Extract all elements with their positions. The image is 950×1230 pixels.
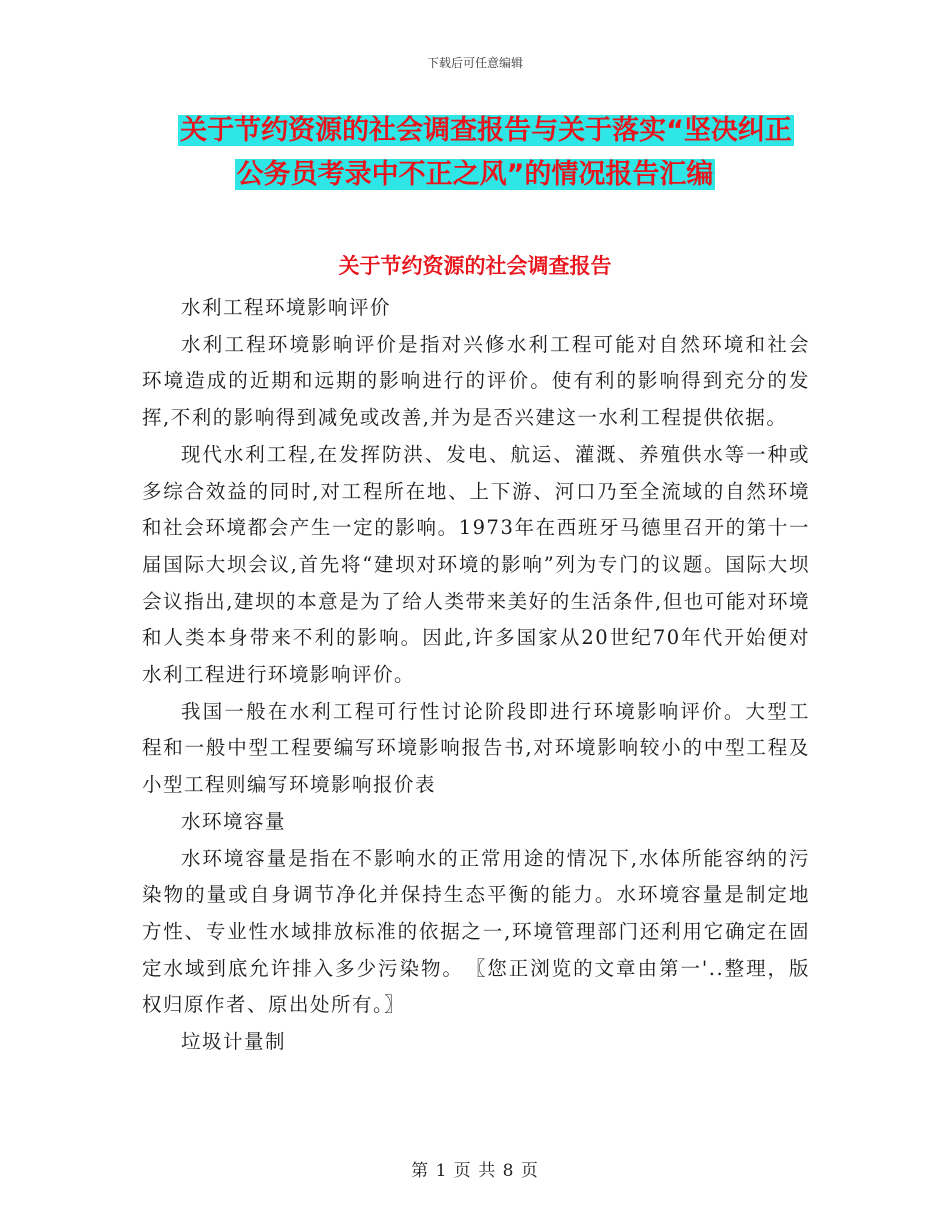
page-header-note: 下载后可任意编辑 [426, 56, 523, 70]
paragraph: 水利工程环境影晌评价是指对兴修水利工程可能对自然环境和社会环境造成的近期和远期的影响进行的评价。使有利的影响得到充分的发挥,不利的影响得到减免或改善,并为是否兴建这一水利工程提供依据。 [142, 332, 810, 430]
page-number-footer: 第 1 页 共 8 页 [411, 1161, 539, 1181]
paragraph: 水环境容量 [181, 809, 287, 833]
paragraph: 垃圾计量制 [181, 1030, 287, 1054]
document-title-line-1 [0, 114, 950, 148]
section-title: 关于节约资源的社会调查报告 [338, 254, 612, 278]
paragraph: 水利工程环境影响评价 [181, 296, 392, 319]
document-title-line-2 [0, 158, 950, 192]
title-highlight-2: 公务员考录中不正之风”的情况报告汇编 [236, 159, 714, 190]
paragraph: 现代水利工程,在发挥防洪、发电、航运、灌溉、养殖供水等一种或多综合效益的同时,对工程所在地、上下游、河口乃至全流域的自然环境和社会环境都会产生一定的影响。1973年在西班牙马德里召开的第十一届国际大坝会议,首先将“建坝对环境的影响”列为专门的议题。国际大坝会议指出,建坝的本意是为了给人类带来美好的生活条件,但也可能对环境和人类本身带来不利的影响。因此,许多国家从20世纪70年代开始便对水利工程进行环境影响评价。 [142, 442, 810, 687]
paragraph: 水环境容量是指在不影响水的正常用途的情况下,水体所能容纳的污染物的量或自身调节净化并保持生态平衡的能力。水环境容量是制定地方性、专业性水域排放标准的依据之一,环境管理部门还利用它确定在固定水域到底允许排入多少污染物。 〖您正浏览的文章由第一'..整理，版权归原作者、原出处所有。〗 [142, 846, 810, 1017]
title-highlight-1: 关于节约资源的社会调查报告与关于落实“坚决纠正 [180, 115, 792, 146]
document-body [142, 290, 810, 1061]
paragraph: 我国一般在水利工程可行性讨论阶段即进行环境影响评价。大型工程和一般中型工程要编写环境影响报告书,对环境影响较小的中型工程及小型工程则编写环境影响报价表 [142, 699, 810, 797]
